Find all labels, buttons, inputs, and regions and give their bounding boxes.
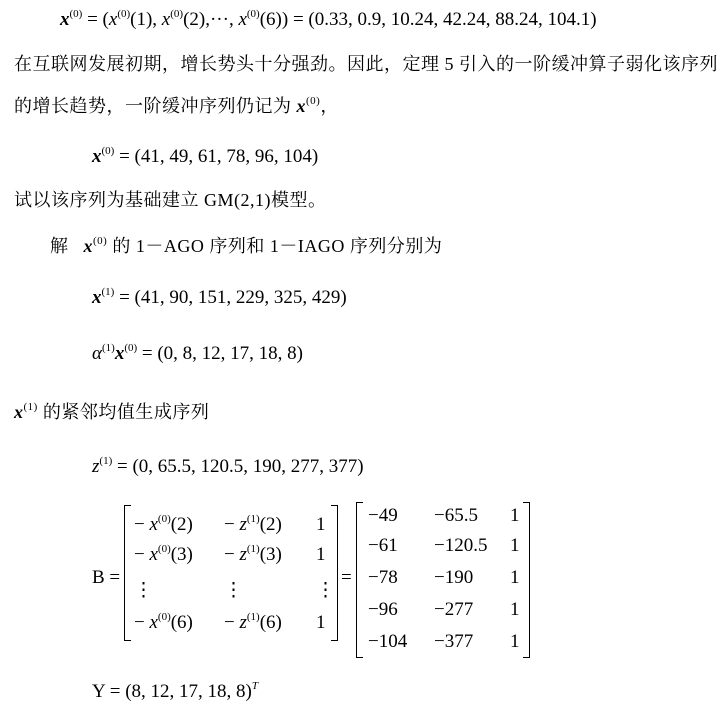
eq1-t1: x: [108, 9, 118, 30]
numeric-cell-r2-c1: −61: [368, 535, 398, 556]
symbolic-cell-r3-c2: ⋮: [224, 580, 243, 601]
solution-var: x: [83, 236, 93, 256]
eq1-t3-arg: (6)) = (0.33, 0.9, 10.24, 42.24, 88.24, 104.1): [259, 9, 597, 30]
eq1-open: = (: [82, 9, 109, 30]
eq5-var: z: [92, 456, 100, 477]
equation-x1: [92, 286, 347, 310]
equation-z1: [92, 455, 364, 479]
eq3-sup: (1): [101, 286, 115, 298]
symbolic-matrix: [124, 505, 338, 639]
equation-y: [92, 680, 258, 704]
matrix-b-label: B =: [92, 567, 121, 588]
equation-x0-raw: [60, 8, 597, 32]
eq1-lhs: x: [60, 9, 70, 30]
symbolic-cell-r4-c3: 1: [316, 612, 326, 633]
symbolic-cell-r1-c3: 1: [316, 514, 326, 535]
eqY-sup: T: [251, 680, 259, 692]
eq1-t3-sup: (0): [246, 8, 260, 20]
symbolic-cell-r2-c1: − $x^{(0)}(3)$: [134, 543, 193, 565]
symbolic-cell-r2-c3: 1: [316, 544, 326, 565]
eq3-var: x: [92, 287, 102, 308]
eq1-t2: x: [161, 9, 171, 30]
numeric-bracket-right: [523, 502, 530, 658]
paragraph-2: [14, 94, 339, 118]
symbolic-cell-r1-c1: − $x^{(0)}(2)$: [134, 513, 193, 535]
eq4-sup1: (1): [101, 342, 115, 354]
numeric-matrix: [356, 502, 530, 656]
numeric-cell-r4-c3: 1: [510, 599, 520, 620]
paragraph-4: [14, 400, 209, 424]
equation-x0-buffered: [92, 145, 318, 169]
numeric-cell-r1-c2: −65.5: [434, 505, 478, 526]
paragraph-1: 在互联网发展初期，增长势头十分强劲。因此，定理 5 引入的一阶缓冲算子弱化该序列: [14, 54, 718, 74]
symbolic-cell-r4-c1: − $x^{(0)}(6)$: [134, 611, 193, 633]
eq4-rhs: = (0, 8, 12, 17, 18, 8): [137, 343, 304, 364]
solution-text: 的 1－AGO 序列和 1－IAGO 序列分别为: [107, 236, 443, 256]
eq1-t3: x: [238, 9, 247, 30]
para4-var: x: [14, 402, 24, 422]
numeric-cell-r1-c3: 1: [510, 505, 520, 526]
paragraph-3: 试以该序列为基础建立 GM(2,1)模型。: [14, 190, 327, 210]
symbolic-cell-r1-c2: − $z^{(1)}(2)$: [224, 513, 282, 535]
symbolic-cell-r3-c3: ⋮: [316, 580, 335, 601]
solution-label: 解: [50, 236, 69, 256]
numeric-cell-r5-c3: 1: [510, 631, 520, 652]
numeric-cell-r2-c2: −120.5: [434, 535, 488, 556]
eq1-t1-arg: (1),: [130, 9, 162, 30]
eq2-var: x: [92, 146, 102, 167]
numeric-cell-r3-c3: 1: [510, 567, 520, 588]
eq3-rhs: = (41, 90, 151, 229, 325, 429): [114, 287, 347, 308]
eq1-lhs-sup: (0): [69, 8, 83, 20]
numeric-cell-r4-c2: −277: [434, 599, 474, 620]
eq4-var2: x: [114, 343, 125, 364]
eq1-t2-arg: (2),···,: [183, 9, 239, 30]
para2-tail: ，: [320, 96, 339, 116]
solution-line: [50, 234, 442, 258]
solution-sup: (0): [93, 235, 108, 247]
eq4-var1: α: [92, 343, 102, 364]
numeric-cell-r5-c1: −104: [368, 631, 408, 652]
numeric-cell-r3-c2: −190: [434, 567, 474, 588]
para2-sup: (0): [306, 95, 321, 107]
equation-alpha: [92, 342, 303, 366]
para4-sup: (1): [23, 401, 38, 413]
para2-text: 的增长趋势，一阶缓冲序列仍记为: [14, 96, 297, 116]
symbolic-cell-r2-c2: − $z^{(1)}(3)$: [224, 543, 282, 565]
symbolic-bracket-left: [124, 505, 131, 641]
eq4-sup2: (0): [124, 342, 138, 354]
numeric-cell-r3-c1: −78: [368, 567, 398, 588]
numeric-cell-r1-c1: −49: [368, 505, 398, 526]
matrix-equals: =: [341, 567, 352, 588]
para2-var: x: [296, 96, 306, 116]
numeric-bracket-left: [356, 502, 363, 658]
symbolic-bracket-right: [331, 505, 338, 641]
eq5-rhs: = (0, 65.5, 120.5, 190, 277, 377): [112, 456, 364, 477]
numeric-cell-r5-c2: −377: [434, 631, 474, 652]
eq2-sup: (0): [101, 145, 115, 157]
eq5-sup: (1): [99, 455, 113, 467]
symbolic-cell-r3-c1: ⋮: [134, 580, 153, 601]
numeric-cell-r2-c3: 1: [510, 535, 520, 556]
eq1-t2-sup: (0): [170, 8, 184, 20]
symbolic-cell-r4-c2: − $z^{(1)}(6)$: [224, 611, 282, 633]
eqY-text: Y = (8, 12, 17, 18, 8): [92, 681, 252, 702]
numeric-cell-r4-c1: −96: [368, 599, 398, 620]
para4-text: 的紧邻均值生成序列: [37, 402, 210, 422]
eq1-t1-sup: (0): [117, 8, 131, 20]
eq2-rhs: = (41, 49, 61, 78, 96, 104): [114, 146, 319, 167]
